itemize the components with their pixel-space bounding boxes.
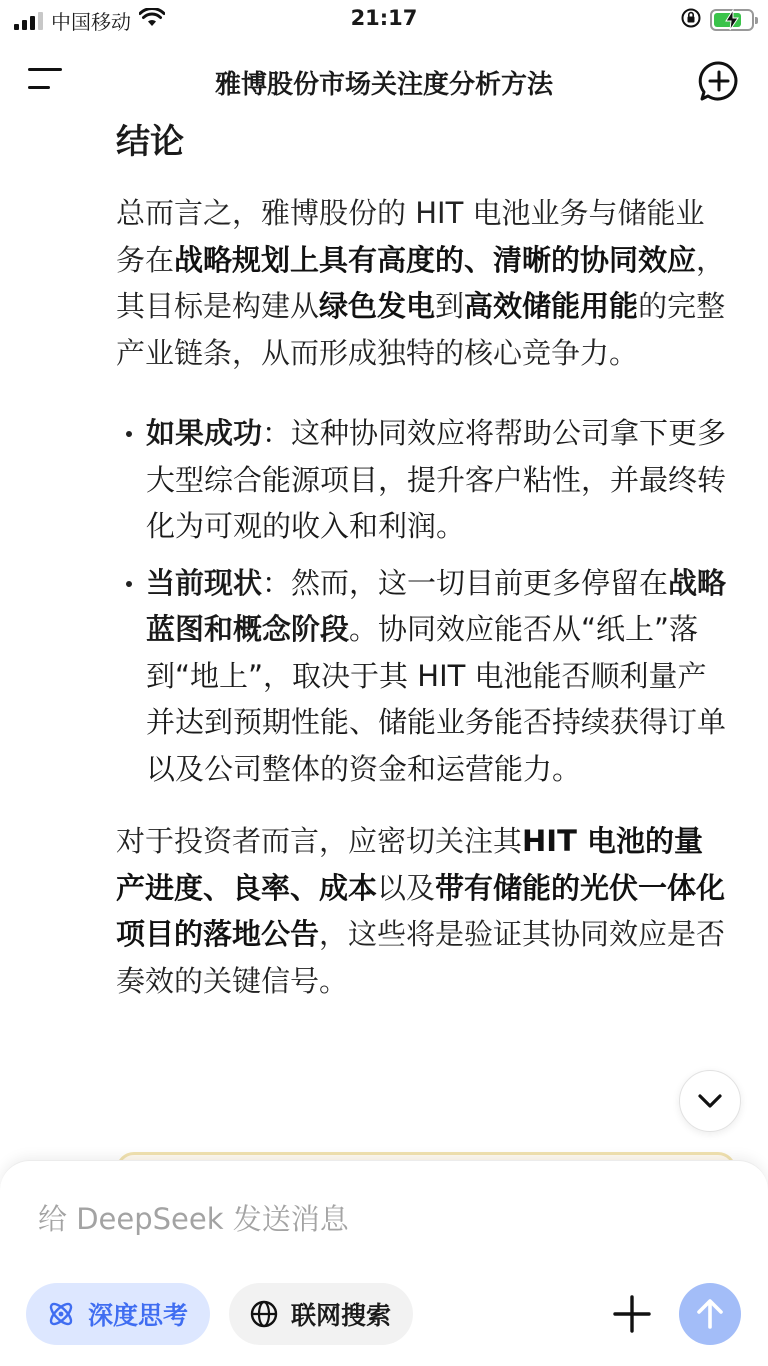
bullet-label: 当前现状: [146, 565, 263, 600]
message-content: [116, 118, 728, 1004]
bold-text: HIT 电池的量产进度、良率、成本: [116, 824, 703, 905]
text-segment: ：然而，这一切目前更多停留在: [262, 565, 669, 600]
bold-text: 高效储能用能: [464, 289, 639, 323]
status-time: 21:17: [350, 6, 418, 30]
page-title: 雅博股份市场关注度分析方法: [214, 70, 553, 100]
new-chat-icon: [698, 60, 740, 102]
bullet-item: [116, 560, 728, 793]
message-composer: [0, 1160, 768, 1366]
send-button[interactable]: [679, 1283, 741, 1345]
plus-icon: [612, 1294, 652, 1334]
text-segment: 总而言之，雅博股份的 HIT 电池业务与储能业务在: [116, 196, 705, 277]
new-chat-button[interactable]: [698, 60, 740, 102]
text-segment: 以及: [377, 870, 436, 905]
investor-note-paragraph: [116, 818, 728, 1004]
summary-paragraph: [116, 190, 728, 376]
text-segment: 。协同效应能否从“纸上”落到“地上”，取决于其 HIT 电池能否顺利量产并达到预期性能、储能业务能否持续获得订单以及公司整体的资金和运营能力。: [146, 612, 727, 786]
chevron-down-icon: [697, 1093, 723, 1109]
bold-text: 带有储能的光伏一体化项目的落地公告: [116, 870, 726, 951]
text-segment: 的完整产业链条，从而形成独特的核心竞争力。: [116, 289, 726, 370]
deep-think-label: 深度思考: [88, 1301, 189, 1330]
globe-icon: [249, 1299, 279, 1329]
text-segment: 对于投资者而言，应密切关注其: [116, 824, 523, 858]
arrow-up-icon: [695, 1298, 725, 1330]
bold-text: 战略蓝图和概念阶段: [146, 565, 727, 646]
bullet-list: [116, 410, 728, 792]
deep-think-toggle[interactable]: [26, 1283, 210, 1345]
orientation-lock-icon: [680, 7, 702, 33]
text-segment: ：这种协同效应将帮助公司拿下更多大型综合能源项目，提升客户粘性，并最终转化为可观的收入和利润。: [146, 416, 727, 543]
bold-text: 绿色发电: [319, 289, 436, 323]
text-segment: 到: [435, 289, 465, 323]
scroll-down-button[interactable]: [679, 1070, 741, 1132]
status-right: [680, 7, 754, 33]
section-title: 结论: [116, 122, 184, 162]
bullet-label: 如果成功: [146, 416, 263, 450]
atom-icon: [46, 1299, 76, 1329]
status-bar: [0, 0, 768, 40]
bullet-item: [116, 410, 728, 550]
message-input[interactable]: 给 DeepSeek 发送消息: [38, 1202, 349, 1236]
carrier-label: 中国移动: [51, 10, 131, 34]
web-search-toggle[interactable]: [229, 1283, 413, 1345]
bold-text: 战略规划上具有高度的、清晰的协同效应: [174, 242, 697, 277]
web-search-label: 联网搜索: [291, 1301, 392, 1330]
attach-button[interactable]: [612, 1294, 652, 1334]
battery-charging-icon: [710, 9, 754, 31]
text-segment: ，其目标是构建从: [116, 242, 726, 323]
app-header: [0, 44, 768, 116]
text-segment: ，这些将是验证其协同效应是否奏效的关键信号。: [116, 917, 726, 998]
